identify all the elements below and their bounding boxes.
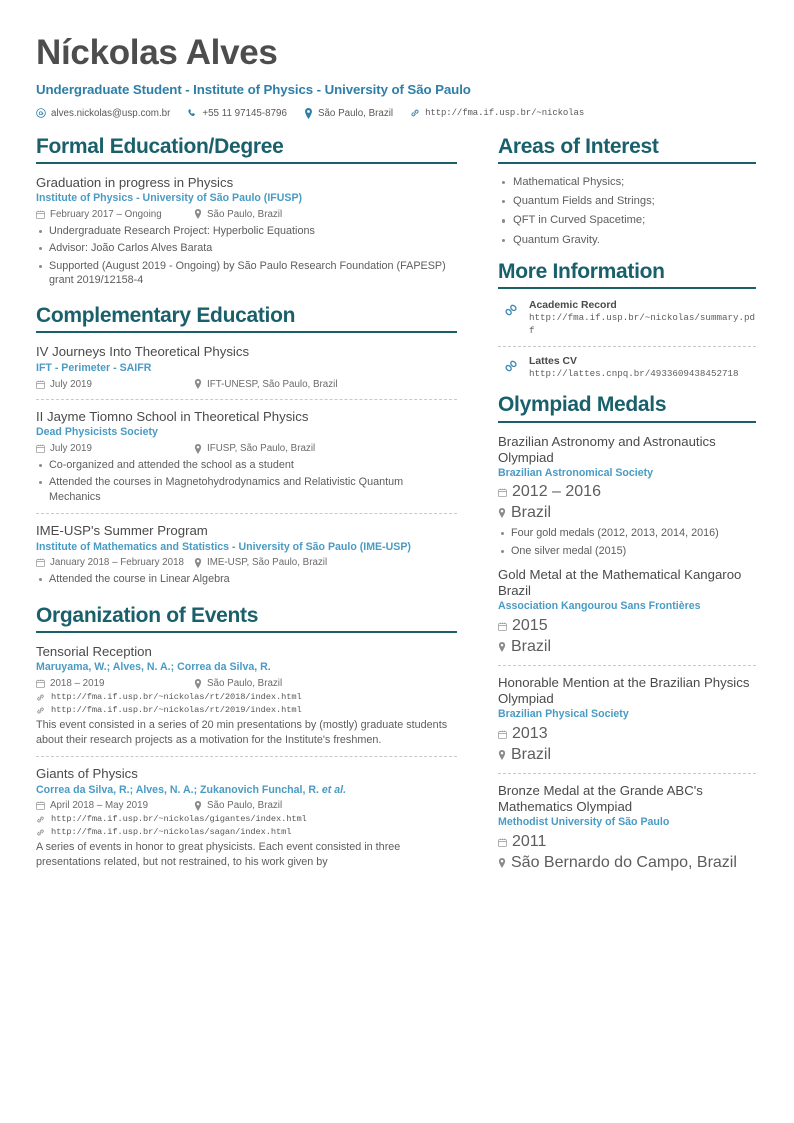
info-item-body bbox=[529, 356, 739, 380]
meta-date-text: January 2018 – February 2018 bbox=[50, 557, 184, 569]
meta-location bbox=[498, 854, 756, 872]
calendar-icon bbox=[36, 679, 45, 688]
entry-link[interactable] bbox=[36, 692, 457, 702]
section-title-areas-of-interest: Areas of Interest bbox=[498, 135, 756, 164]
entry-description: This event consisted in a series of 20 min presentations by (mostly) graduate students about their research projects as a motivation for the Institute's freshmen. bbox=[36, 719, 448, 746]
location-icon bbox=[194, 209, 202, 219]
meta-location-text: IFUSP, São Paulo, Brazil bbox=[207, 443, 316, 455]
section-title-formal-education: Formal Education/Degree bbox=[36, 135, 457, 164]
meta-location-text: São Paulo, Brazil bbox=[207, 208, 283, 220]
calendar-icon bbox=[36, 444, 45, 453]
entry-graduation bbox=[36, 175, 457, 288]
calendar-icon bbox=[498, 622, 507, 631]
list-item: Quantum Fields and Strings; bbox=[498, 194, 756, 208]
meta-date bbox=[498, 617, 756, 635]
link-icon bbox=[36, 693, 45, 702]
info-item-body bbox=[529, 300, 756, 337]
meta-date bbox=[498, 725, 756, 743]
entry-bullets bbox=[498, 526, 756, 558]
location-icon bbox=[194, 558, 202, 568]
entry-org: Methodist University of São Paulo bbox=[498, 816, 670, 829]
info-item-lattes-cv[interactable] bbox=[498, 356, 756, 380]
meta-date bbox=[36, 800, 194, 811]
entry-physics-olympiad-mention bbox=[498, 675, 756, 764]
entry-org: Dead Physicists Society bbox=[36, 426, 158, 439]
calendar-icon bbox=[498, 488, 507, 497]
meta-location bbox=[194, 800, 282, 811]
entry-title: Tensorial Reception bbox=[36, 643, 152, 659]
entry-divider bbox=[36, 513, 457, 514]
entry-bullets bbox=[36, 458, 457, 504]
list-item: Undergraduate Research Project: Hyperbolic Equations bbox=[36, 224, 457, 238]
meta-location bbox=[498, 638, 756, 656]
entry-grande-abc-medal bbox=[498, 783, 756, 872]
meta-date bbox=[498, 483, 756, 501]
entry-meta bbox=[36, 443, 457, 454]
contact-email-text: alves.nickolas@usp.com.br bbox=[51, 107, 171, 119]
entry-bullets bbox=[36, 224, 457, 287]
entry-divider bbox=[498, 665, 756, 666]
entry-org: Institute of Physics - University of São Paulo (IFUSP) bbox=[36, 192, 303, 205]
info-divider bbox=[498, 346, 756, 347]
calendar-icon bbox=[36, 558, 45, 567]
meta-date bbox=[36, 209, 194, 220]
meta-date-text: 2012 – 2016 bbox=[512, 483, 601, 501]
contact-website-text: http://fma.if.usp.br/~nickolas bbox=[425, 108, 585, 118]
header-tagline: Undergraduate Student - Institute of Physics - University of São Paulo bbox=[36, 81, 471, 97]
meta-location bbox=[194, 379, 338, 390]
location-icon bbox=[304, 108, 313, 119]
location-icon bbox=[194, 444, 202, 454]
entry-org: IFT - Perimeter - SAIFR bbox=[36, 361, 152, 374]
calendar-icon bbox=[498, 730, 507, 739]
entry-bullets bbox=[36, 572, 457, 586]
entry-meta bbox=[498, 725, 756, 764]
entry-meta bbox=[36, 800, 457, 811]
entry-link[interactable] bbox=[36, 827, 457, 837]
entry-tensorial-reception bbox=[36, 644, 457, 747]
contact-row bbox=[36, 108, 758, 119]
meta-date-text: July 2019 bbox=[50, 443, 92, 455]
meta-date bbox=[36, 678, 194, 689]
entry-giants-of-physics bbox=[36, 766, 457, 869]
meta-location bbox=[194, 557, 327, 568]
info-item-academic-record[interactable] bbox=[498, 300, 756, 337]
section-title-complementary-education: Complementary Education bbox=[36, 304, 457, 333]
entry-kangaroo-medal bbox=[498, 567, 756, 656]
entry-divider bbox=[36, 399, 457, 400]
location-icon bbox=[498, 508, 506, 518]
page-title: Níckolas Alves bbox=[36, 33, 278, 72]
info-item-label: Academic Record bbox=[529, 300, 617, 312]
cv-header bbox=[36, 34, 758, 119]
list-item: Mathematical Physics; bbox=[498, 175, 756, 189]
entry-meta bbox=[498, 617, 756, 656]
location-icon bbox=[194, 679, 202, 689]
entry-meta bbox=[36, 678, 457, 689]
contact-location bbox=[304, 108, 393, 119]
entry-org: Maruyama, W.; Alves, N. A.; Correa da Silva, R. bbox=[36, 661, 271, 674]
meta-date-text: July 2019 bbox=[50, 378, 92, 390]
section-organization-of-events bbox=[36, 604, 457, 869]
contact-phone-text: +55 11 97145-8796 bbox=[202, 107, 287, 119]
entry-meta bbox=[36, 209, 457, 220]
link-icon bbox=[36, 828, 45, 837]
section-title-organization-of-events: Organization of Events bbox=[36, 604, 457, 633]
section-title-more-information: More Information bbox=[498, 260, 756, 289]
list-item: QFT in Curved Spacetime; bbox=[498, 213, 756, 227]
entry-org: Brazilian Physical Society bbox=[498, 708, 629, 721]
meta-location bbox=[498, 504, 756, 522]
meta-location-text: São Paulo, Brazil bbox=[207, 800, 283, 812]
entry-tiomno-school bbox=[36, 409, 457, 504]
entry-meta bbox=[36, 379, 457, 390]
meta-location-text: IFT-UNESP, São Paulo, Brazil bbox=[207, 378, 338, 390]
meta-date-text: April 2018 – May 2019 bbox=[50, 800, 149, 812]
entry-summer-program bbox=[36, 523, 457, 587]
entry-link-text: http://fma.if.usp.br/~nickolas/gigantes/index.html bbox=[51, 814, 307, 825]
meta-date-text: 2011 bbox=[512, 833, 547, 851]
entry-link-text: http://fma.if.usp.br/~nickolas/sagan/index.html bbox=[51, 827, 292, 838]
section-olympiad-medals bbox=[498, 393, 756, 872]
entry-astronomy-olympiad bbox=[498, 434, 756, 559]
entry-title: Giants of Physics bbox=[36, 766, 138, 782]
entry-org: Brazilian Astronomical Society bbox=[498, 466, 654, 479]
entry-meta bbox=[498, 483, 756, 522]
columns bbox=[36, 135, 758, 890]
contact-email[interactable] bbox=[36, 108, 170, 119]
section-complementary-education bbox=[36, 304, 457, 586]
list-item: One silver medal (2015) bbox=[498, 544, 756, 558]
entry-org-etal: et al. bbox=[321, 783, 347, 796]
list-item: Advisor: João Carlos Alves Barata bbox=[36, 241, 457, 255]
entry-title: II Jayme Tiomno School in Theoretical Physics bbox=[36, 408, 309, 424]
meta-date bbox=[36, 443, 194, 454]
entry-journeys bbox=[36, 344, 457, 389]
right-column bbox=[498, 135, 756, 890]
info-item-url: http://fma.if.usp.br/~nickolas/summary.pdf bbox=[529, 312, 756, 336]
list-item: Attended the course in Linear Algebra bbox=[36, 572, 457, 586]
location-icon bbox=[498, 858, 506, 868]
entry-title: Bronze Medal at the Grande ABC's Mathematics Olympiad bbox=[498, 783, 703, 815]
entry-divider bbox=[36, 756, 457, 757]
meta-location-text: São Paulo, Brazil bbox=[207, 678, 283, 690]
entry-title: Gold Metal at the Mathematical Kangaroo Brazil bbox=[498, 567, 742, 599]
contact-location-text: São Paulo, Brazil bbox=[317, 107, 394, 119]
entry-org: Institute of Mathematics and Statistics - University of São Paulo (IME-USP) bbox=[36, 540, 411, 553]
meta-location-text: Brazil bbox=[511, 504, 552, 522]
section-title-olympiad-medals: Olympiad Medals bbox=[498, 393, 756, 422]
section-more-information bbox=[498, 260, 756, 380]
location-icon bbox=[194, 801, 202, 811]
entry-meta bbox=[36, 557, 457, 568]
entry-title: IV Journeys Into Theoretical Physics bbox=[36, 344, 250, 360]
meta-location-text: Brazil bbox=[511, 638, 552, 656]
entry-title: IME-USP's Summer Program bbox=[36, 523, 208, 539]
link-icon bbox=[410, 108, 420, 118]
location-icon bbox=[194, 379, 202, 389]
calendar-icon bbox=[36, 801, 45, 810]
entry-link-text: http://fma.if.usp.br/~nickolas/rt/2019/index.html bbox=[51, 705, 302, 716]
entry-link-text: http://fma.if.usp.br/~nickolas/rt/2018/index.html bbox=[51, 692, 302, 703]
meta-date bbox=[36, 379, 194, 390]
list-item: Four gold medals (2012, 2013, 2014, 2016) bbox=[498, 526, 756, 540]
entry-title: Brazilian Astronomy and Astronautics Olympiad bbox=[498, 433, 716, 465]
location-icon bbox=[498, 750, 506, 760]
calendar-icon bbox=[36, 380, 45, 389]
meta-location bbox=[498, 746, 756, 764]
link-icon bbox=[504, 359, 518, 378]
meta-location-text: Brazil bbox=[511, 746, 552, 764]
list-item: Attended the courses in Magnetohydrodynamics and Relativistic Quantum Mechanics bbox=[36, 475, 457, 504]
meta-date-text: 2015 bbox=[512, 617, 548, 635]
entry-description: A series of events in honor to great physicists. Each event consisted in three presentations related, but not restrained, to his work given by bbox=[36, 841, 401, 868]
contact-website[interactable] bbox=[410, 108, 584, 118]
meta-date bbox=[498, 833, 756, 851]
location-icon bbox=[498, 642, 506, 652]
left-column bbox=[36, 135, 457, 890]
email-icon bbox=[36, 108, 46, 118]
entry-link[interactable] bbox=[36, 705, 457, 715]
calendar-icon bbox=[36, 210, 45, 219]
meta-date-text: 2018 – 2019 bbox=[50, 678, 105, 690]
link-icon bbox=[36, 815, 45, 824]
meta-location bbox=[194, 209, 282, 220]
meta-date-text: February 2017 – Ongoing bbox=[50, 208, 162, 220]
list-item: Quantum Gravity. bbox=[498, 233, 756, 247]
meta-location-text: São Bernardo do Campo, Brazil bbox=[511, 854, 737, 872]
entry-meta bbox=[498, 833, 756, 872]
link-icon bbox=[504, 303, 518, 322]
meta-date-text: 2013 bbox=[512, 725, 548, 743]
contact-phone[interactable] bbox=[187, 108, 287, 119]
meta-location bbox=[194, 678, 282, 689]
meta-location bbox=[194, 443, 315, 454]
meta-location-text: IME-USP, São Paulo, Brazil bbox=[207, 557, 328, 569]
section-areas-of-interest bbox=[498, 135, 756, 247]
phone-icon bbox=[187, 108, 197, 118]
meta-date bbox=[36, 557, 194, 568]
info-item-url: http://lattes.cnpq.br/4933609438452718 bbox=[529, 367, 739, 379]
list-item: Supported (August 2019 - Ongoing) by São Paulo Research Foundation (FAPESP) grant 2019/12158-4 bbox=[36, 259, 457, 288]
entry-org bbox=[36, 784, 457, 798]
entry-org-names: Correa da Silva, R.; Alves, N. A.; Zukanovich Funchal, R. bbox=[36, 783, 322, 796]
entry-title: Graduation in progress in Physics bbox=[36, 174, 234, 190]
entry-org: Association Kangourou Sans Frontières bbox=[498, 600, 701, 613]
entry-divider bbox=[498, 773, 756, 774]
entry-link[interactable] bbox=[36, 814, 457, 824]
link-icon bbox=[36, 706, 45, 715]
section-formal-education bbox=[36, 135, 457, 288]
calendar-icon bbox=[498, 838, 507, 847]
entry-title: Honorable Mention at the Brazilian Physics Olympiad bbox=[498, 675, 750, 707]
list-item: Co-organized and attended the school as a student bbox=[36, 458, 457, 472]
info-item-label: Lattes CV bbox=[529, 355, 577, 367]
areas-of-interest-list bbox=[498, 175, 756, 247]
